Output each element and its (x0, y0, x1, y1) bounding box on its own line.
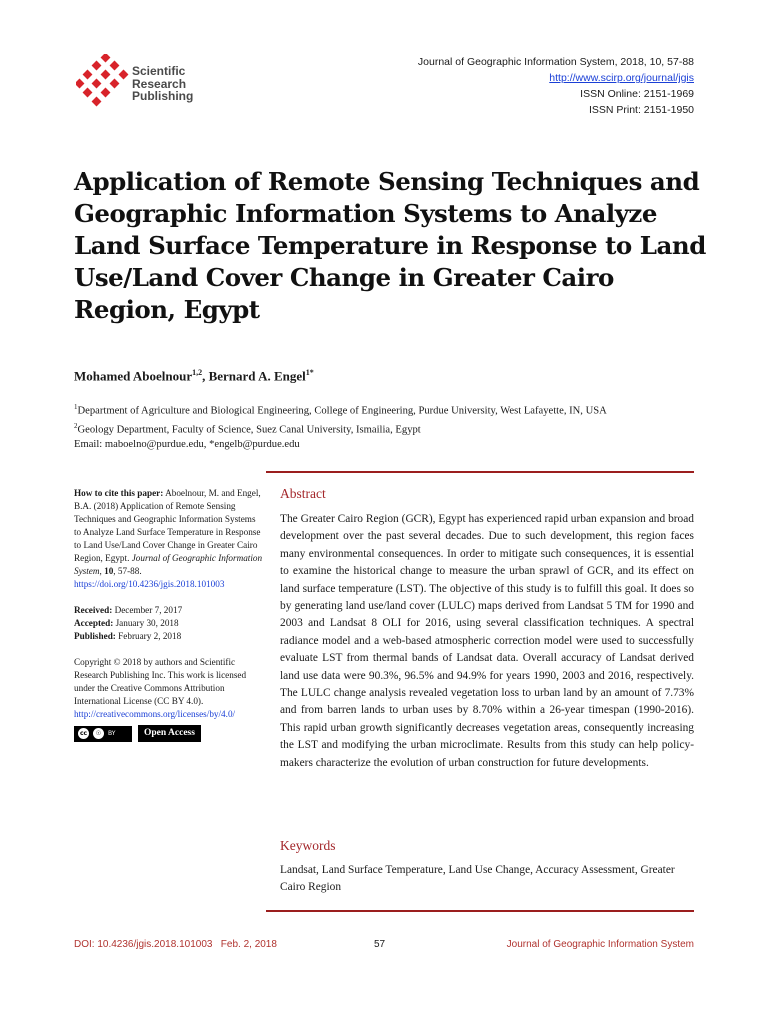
cite-text: Aboelnour, M. and Engel, B.A. (2018) Application of Remote Sensing Techniques and Geographic Information Systems to Analyze Land Surface Temperature in Response to Land Use/Land Cover Change in Greater Cairo Region, Egypt. (74, 488, 261, 563)
abstract-heading: Abstract (280, 486, 326, 501)
author-affiliation-mark: 1,2 (192, 368, 203, 377)
affiliation-text: Department of Agriculture and Biological Engineering, College of Engineering, Purdue University, West Lafayette, IN, USA (77, 405, 607, 417)
article-info-sidebar (74, 487, 264, 742)
accepted-label: Accepted: (74, 618, 114, 628)
cite-volume: 10 (104, 566, 114, 576)
cc-by-badge[interactable] (74, 726, 132, 742)
contact-email: Email: maboelno@purdue.edu, *engelb@purdue.edu (74, 439, 300, 451)
page-footer (74, 939, 694, 953)
author-list (74, 368, 314, 384)
affiliation-mark: 1 (74, 403, 78, 411)
keywords-body: Landsat, Land Surface Temperature, Land Use Change, Accuracy Assessment, Greater Cairo Region (280, 864, 675, 894)
publisher-name-line: Publishing (132, 89, 194, 103)
author-separator: , (202, 368, 209, 384)
published-label: Published: (74, 631, 116, 641)
creative-commons-icon: cc (79, 730, 88, 737)
footer-doi-date (74, 939, 277, 950)
issn-online: ISSN Online: 2151-1969 (580, 88, 694, 100)
abstract-body: The Greater Cairo Region (GCR), Egypt has experienced rapid urban expansion and broad development over the past several decades. Due to such development, this region faces many environmental consequences. In order to mitigate such consequences, it is essential to examine the historical change to measure the urban sprawl of GCR, and its effect on land surface temperature (LST). The objective of this study is to fulfill this goal. It does so by generating land use/land cover (LULC) maps derived from Landsat 5 TM for 1990 and 2003 and Landsat 8 OLI for 2016, using several classification techniques. A spectral radiance model and a web-based atmospheric correction model were used to successfully evaluate LST from thermal bands of Landsat data. Overall accuracy of Landsat derived land use data were 90.3%, 96.5% and 94.9% for years 1990, 2003 and 2016, respectively. The LULC change analysis revealed vegetation loss to urban land by an amount of 7.73% and from barren lands to urban uses by 8.70% within a 26-year timespan (1990-2016). This rapid urban growth significantly decreases vegetation areas, consequently increasing the LST and modifying the urban microclimate. Results from this study can help policy-makers characterize the evolution of urban construction for future developments. (280, 513, 694, 769)
attribution-icon: ☉ (93, 728, 104, 739)
paper-title: Application of Remote Sensing Techniques and Geographic Information Systems to Analyze Land Surface Temperature in Response to Land Use/Land Cover Change in Greater Cairo Region, Egypt (74, 167, 706, 324)
journal-url-link[interactable]: http://www.scirp.org/journal/jgis (549, 72, 694, 84)
license-link[interactable]: http://creativecommons.org/licenses/by/4.0/ (74, 709, 236, 719)
cite-journal: Journal of Geographic Information System (74, 553, 263, 576)
doi-link[interactable]: https://doi.org/10.4236/jgis.2018.101003 (74, 579, 225, 589)
footer-journal: Journal of Geographic Information System (506, 939, 694, 950)
accepted-date: January 30, 2018 (115, 618, 179, 628)
page-number: 57 (374, 939, 386, 950)
affiliations (74, 400, 607, 452)
author-name: Bernard A. Engel (208, 368, 306, 384)
publisher-logo (76, 54, 201, 108)
journal-citation: Journal of Geographic Information System, 2018, 10, 57-88 (417, 56, 694, 68)
affiliation-mark: 2 (74, 421, 78, 430)
published-date: February 2, 2018 (118, 631, 182, 641)
affiliation (74, 419, 607, 438)
section-divider (266, 910, 694, 912)
keywords-heading: Keywords (280, 838, 336, 853)
cite-label: How to cite this paper: (74, 488, 164, 498)
journal-info (418, 54, 694, 118)
license-badges (74, 725, 264, 742)
open-access-badge: Open Access (138, 725, 201, 742)
scirp-logo-icon (76, 54, 132, 108)
author-name: Mohamed Aboelnour (74, 368, 193, 384)
footer-date: Feb. 2, 2018 (220, 939, 277, 950)
received-label: Received: (74, 605, 113, 615)
by-label: BY (108, 730, 116, 737)
footer-doi: DOI: 10.4236/jgis.2018.101003 (74, 939, 213, 950)
how-to-cite: How to cite this paper: Aboelnour, M. and Engel, B.A. (2018) Application of Remote Sensing Techniques and Geographic Information Systems to Analyze Land Surface Temperature in Response to Land Use/Land Cover Change in Greater Cairo Region, Egypt. Journal of Geographic Information System, 10, 57-88. https://doi.org/10.4236/jgis.2018.101003 (74, 488, 263, 589)
publication-dates (74, 604, 264, 643)
author-affiliation-mark: 1* (305, 368, 314, 377)
issn-print: ISSN Print: 2151-1950 (588, 104, 694, 116)
publisher-name-line: Research (132, 76, 187, 91)
copyright-text: Copyright © 2018 by authors and Scientific Research Publishing Inc. This work is licensed under the Creative Commons Attribution International License (CC BY 4.0). (74, 657, 247, 706)
cite-pages: , 57-88. (113, 566, 142, 576)
affiliation (74, 400, 607, 419)
section-divider (266, 471, 694, 473)
affiliation-text: Geology Department, Faculty of Science, Suez Canal University, Ismailia, Egypt (77, 424, 421, 436)
publisher-name-line: Scientific (132, 64, 186, 78)
copyright-notice (74, 656, 264, 721)
received-date: December 7, 2017 (114, 605, 183, 615)
